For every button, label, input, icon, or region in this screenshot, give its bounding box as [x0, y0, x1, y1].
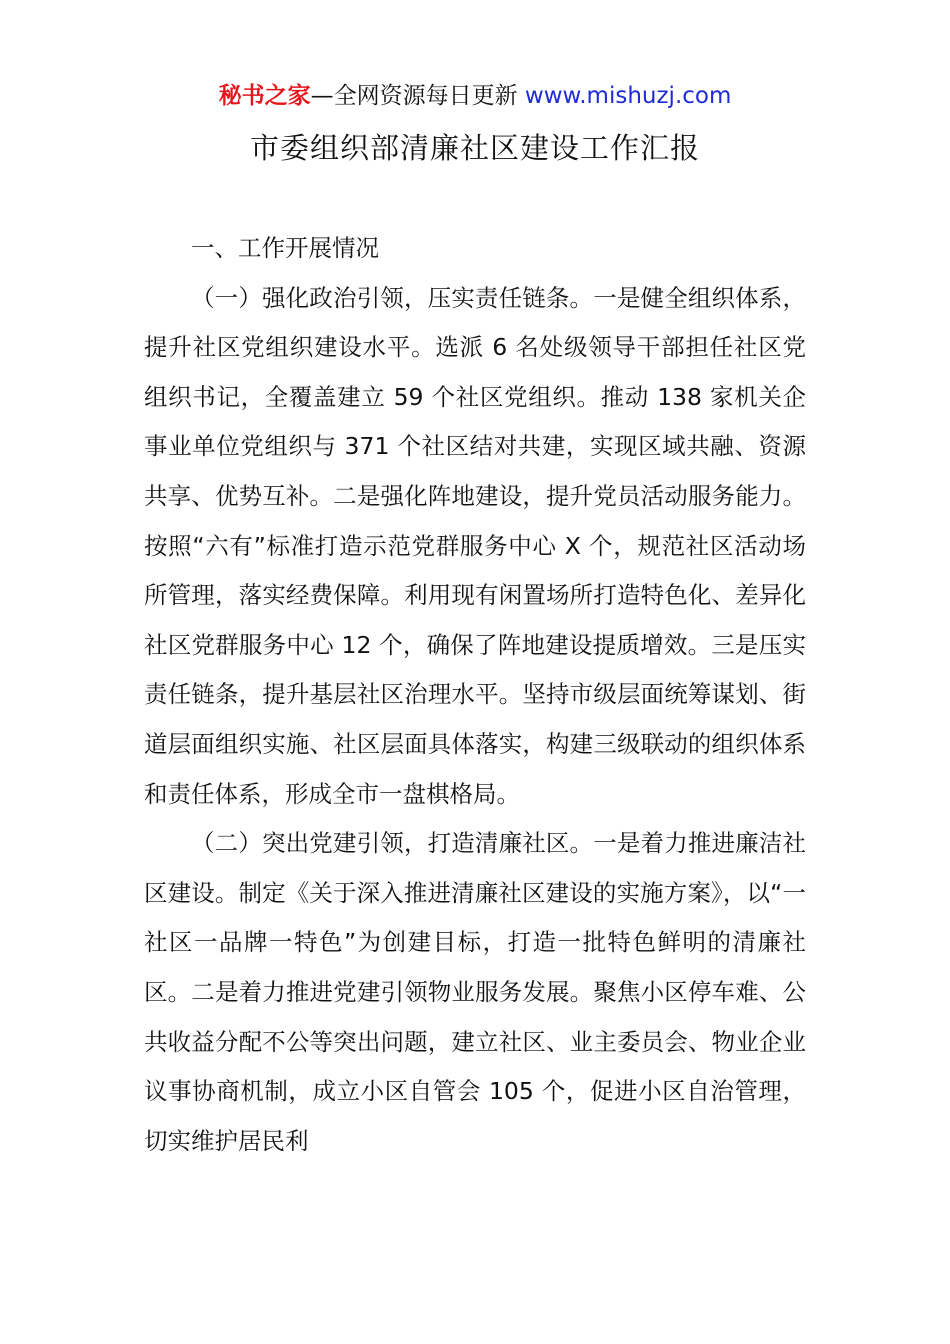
document-title: 市委组织部清廉社区建设工作汇报: [249, 131, 700, 165]
site-header: [0, 80, 950, 112]
document-body: [144, 224, 806, 1166]
site-url-link[interactable]: www.mishuzj.com: [524, 83, 732, 109]
paragraph: （一）强化政治引领，压实责任链条。一是健全组织体系，提升社区党组织建设水平。选派 6 名处级领导干部担任社区党组织书记，全覆盖建立 59 个社区党组织。推动 138 家机关企事业单位党组织与 371 个社区结对共建，实现区域共融、资源共享、优势互补。二是强化阵地建设，提升党员活动服务能力。按照“六有”标准打造示范党群服务中心 X 个，规范社区活动场所管理，落实经费保障。利用现有闲置场所打造特色化、差异化社区党群服务中心 12 个，确保了阵地建设提质增效。三是压实责任链条，提升基层社区治理水平。坚持市级层面统筹谋划、街道层面组织实施、社区层面具体落实，构建三级联动的组织体系和责任体系，形成全市一盘棋格局。: [144, 283, 806, 808]
paragraph: （二）突出党建引领，打造清廉社区。一是着力推进廉洁社区建设。制定《关于深入推进清廉社区建设的实施方案》，以“一社区一品牌一特色”为创建目标，打造一批特色鲜明的清廉社区。二是着力推进党建引领物业服务发展。聚焦小区停车难、公共收益分配不公等突出问题，建立社区、业主委员会、物业企业议事协商机制，成立小区自管会 105 个，促进小区自治管理，切实维护居民利: [144, 829, 806, 1155]
header-tagline: —全网资源每日更新: [310, 83, 525, 109]
brand-name: 秘书之家: [218, 83, 311, 109]
section-heading: 一、工作开展情况: [191, 234, 379, 262]
